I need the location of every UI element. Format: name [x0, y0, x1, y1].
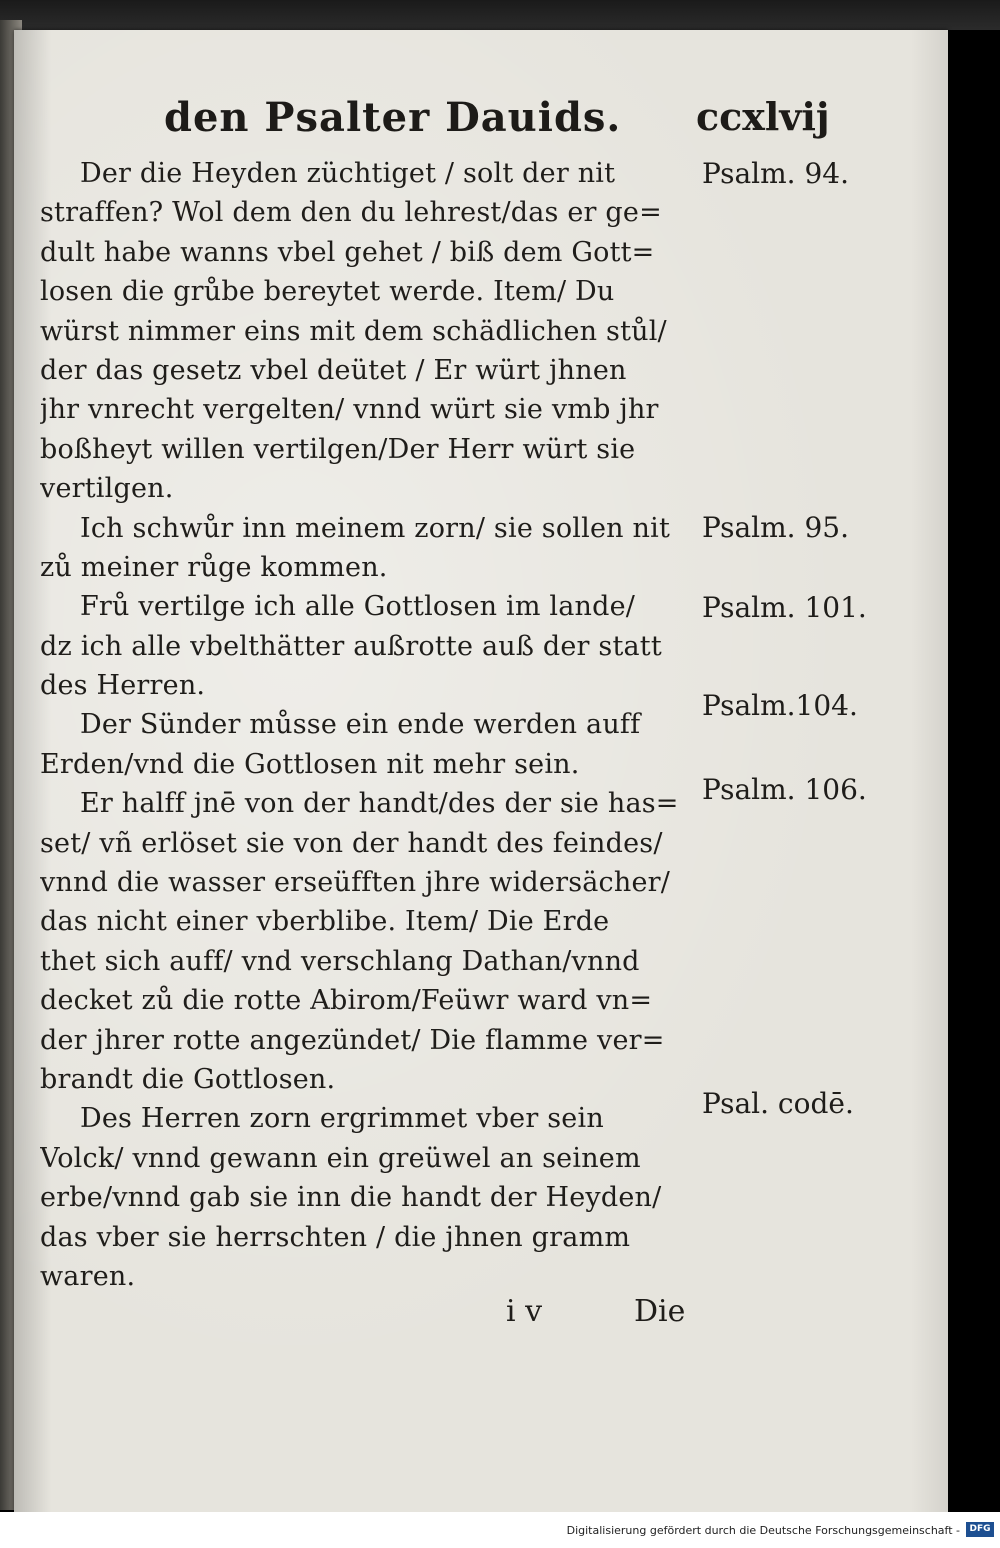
text-line: set/ vñ erlöset sie von der handt des feindes/ — [40, 827, 663, 859]
running-head: den Psalter Dauids. — [164, 94, 622, 141]
text-line: thet sich auff/ vnd verschlang Dathan/vnnd — [40, 945, 640, 977]
text-line: straffen? Wol dem den du lehrest/das er ge= — [40, 197, 662, 229]
book-top-edge — [0, 0, 1000, 30]
catchword: Die — [634, 1294, 686, 1329]
signature-mark: i v — [506, 1294, 543, 1329]
text-line: würst nimmer eins mit dem schädlichen stůl/ — [40, 315, 667, 347]
text-line: dult habe wanns vbel gehet / biß dem Gott= — [40, 236, 655, 268]
margin-note-psalm-106: Psalm. 106. — [702, 773, 867, 806]
text-line: das nicht einer vberblibe. Item/ Die Erde — [40, 906, 610, 938]
text-line: Volck/ vnnd gewann ein greüwel an seinem — [40, 1142, 641, 1174]
page-foot — [494, 1294, 714, 1338]
text-line: dz ich alle vbelthätter außrotte auß der statt — [40, 630, 662, 662]
text-line: vertilgen. — [40, 473, 174, 505]
text-line: waren. — [40, 1260, 136, 1292]
text-line: Der Sünder můsse ein ende werden auff — [80, 709, 641, 741]
text-line: das vber sie herrschten / die jhnen gramm — [40, 1221, 631, 1253]
text-line: zů meiner růge kommen. — [40, 551, 388, 583]
dfg-logo: DFG — [966, 1522, 994, 1537]
folio-number: ccxlvij — [696, 94, 830, 139]
page-header — [14, 94, 948, 154]
body-text — [40, 154, 700, 1296]
text-line: Der die Heyden züchtiget / solt der nit — [80, 158, 616, 189]
funding-credit: Digitalisierung gefördert durch die Deutsche Forschungsgemeinschaft - — [566, 1524, 960, 1537]
text-line: erbe/vnnd gab sie inn die handt der Heyden/ — [40, 1182, 662, 1214]
text-line: Ich schwůr inn meinem zorn/ sie sollen nit — [80, 512, 670, 544]
text-line: decket zů die rotte Abirom/Feüwr ward vn= — [40, 985, 653, 1017]
book-page — [14, 30, 948, 1512]
margin-notes — [702, 154, 902, 1334]
text-line: Des Herren zorn ergrimmet vber sein — [80, 1103, 604, 1135]
text-line: Er halff jnē von der handt/des der sie has= — [80, 788, 679, 820]
margin-note-psalm-101: Psalm. 101. — [702, 591, 867, 624]
text-line: boßheyt willen vertilgen/Der Herr würt sie — [40, 433, 636, 465]
text-line: losen die grůbe bereytet werde. Item/ Du — [40, 276, 615, 308]
margin-note-psalm-104: Psalm.104. — [702, 689, 858, 722]
text-line: der das gesetz vbel deütet / Er würt jhnen — [40, 354, 627, 386]
margin-note-psal-eodem: Psal. codē. — [702, 1087, 854, 1120]
text-line: Erden/vnd die Gottlosen nit mehr sein. — [40, 748, 580, 780]
margin-note-psalm-95: Psalm. 95. — [702, 511, 849, 544]
text-line: der jhrer rotte angezündet/ Die flamme ver= — [40, 1024, 665, 1056]
margin-note-psalm-94: Psalm. 94. — [702, 157, 849, 190]
text-line: des Herren. — [40, 670, 206, 702]
text-line: jhr vnrecht vergelten/ vnnd würt sie vmb jhr — [40, 394, 659, 426]
text-line: brandt die Gottlosen. — [40, 1063, 336, 1095]
text-line: vnnd die wasser erseüfften jhre widersächer/ — [40, 867, 671, 899]
footer-bar — [0, 1512, 1000, 1548]
text-line: Frů vertilge ich alle Gottlosen im lande/ — [80, 591, 636, 623]
